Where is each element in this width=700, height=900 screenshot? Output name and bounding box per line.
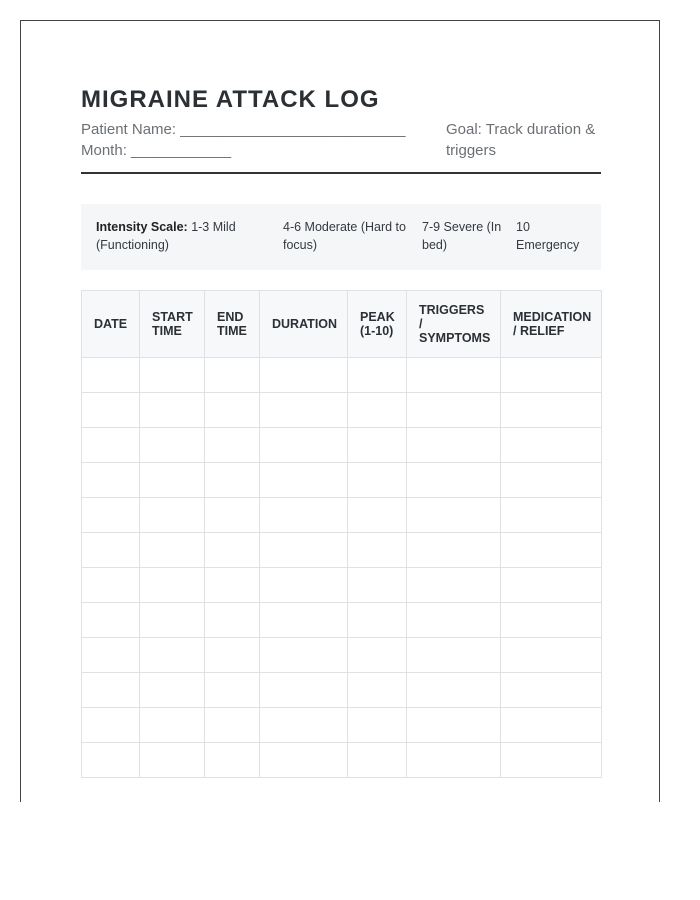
- scale-mild-text: 1-3 Mild (Functioning): [96, 220, 236, 252]
- table-row: [82, 358, 602, 393]
- table-cell[interactable]: [205, 463, 260, 498]
- table-row: [82, 428, 602, 463]
- scale-mild: [96, 218, 271, 254]
- scale-emergency: 10 Emergency: [516, 220, 580, 252]
- table-row: [82, 393, 602, 428]
- header-triggers-symptoms: TRIGGERS / SYMPTOMS: [407, 291, 501, 358]
- table-cell[interactable]: [82, 673, 140, 708]
- table-cell[interactable]: [205, 673, 260, 708]
- table-row: [82, 463, 602, 498]
- table-cell[interactable]: [140, 533, 205, 568]
- table-cell[interactable]: [82, 428, 140, 463]
- table-cell[interactable]: [407, 603, 501, 638]
- table-body: [82, 358, 602, 778]
- table-cell[interactable]: [82, 393, 140, 428]
- table-cell[interactable]: [407, 498, 501, 533]
- table-cell[interactable]: [348, 358, 407, 393]
- table-cell[interactable]: [205, 568, 260, 603]
- attack-log-table: [81, 290, 602, 778]
- table-cell[interactable]: [140, 498, 205, 533]
- table-cell[interactable]: [348, 708, 407, 743]
- table-cell[interactable]: [348, 498, 407, 533]
- table-cell[interactable]: [140, 568, 205, 603]
- header-date: DATE: [82, 291, 140, 358]
- log-sheet: [20, 20, 660, 802]
- table-cell[interactable]: [140, 463, 205, 498]
- table-cell[interactable]: [82, 358, 140, 393]
- table-cell[interactable]: [407, 393, 501, 428]
- table-row: [82, 568, 602, 603]
- header-duration: DURATION: [260, 291, 348, 358]
- table-cell[interactable]: [140, 428, 205, 463]
- table-row: [82, 533, 602, 568]
- table-cell[interactable]: [260, 708, 348, 743]
- table-cell[interactable]: [348, 673, 407, 708]
- table-cell[interactable]: [140, 393, 205, 428]
- table-cell[interactable]: [407, 428, 501, 463]
- table-cell[interactable]: [501, 638, 602, 673]
- table-cell[interactable]: [82, 743, 140, 778]
- table-cell[interactable]: [348, 743, 407, 778]
- table-cell[interactable]: [501, 498, 602, 533]
- table-cell[interactable]: [407, 568, 501, 603]
- table-header-row: [82, 291, 602, 358]
- table-cell[interactable]: [407, 358, 501, 393]
- table-cell[interactable]: [260, 638, 348, 673]
- table-cell[interactable]: [205, 708, 260, 743]
- table-row: [82, 708, 602, 743]
- table-cell[interactable]: [501, 603, 602, 638]
- intensity-scale-box: [81, 204, 601, 270]
- table-cell[interactable]: [407, 638, 501, 673]
- table-cell[interactable]: [82, 708, 140, 743]
- table-cell[interactable]: [348, 603, 407, 638]
- table-cell[interactable]: [82, 638, 140, 673]
- scale-moderate: 4-6 Moderate (Hard to focus): [283, 220, 406, 252]
- table-cell[interactable]: [348, 393, 407, 428]
- table-row: [82, 603, 602, 638]
- table-cell[interactable]: [82, 533, 140, 568]
- table-row: [82, 638, 602, 673]
- table-cell[interactable]: [348, 638, 407, 673]
- table-cell[interactable]: [205, 533, 260, 568]
- header-end-time: END TIME: [205, 291, 260, 358]
- table-cell[interactable]: [348, 463, 407, 498]
- table-cell[interactable]: [260, 568, 348, 603]
- table-cell[interactable]: [348, 533, 407, 568]
- table-cell[interactable]: [501, 428, 602, 463]
- header-divider: [81, 172, 601, 174]
- table-cell[interactable]: [205, 393, 260, 428]
- table-cell[interactable]: [140, 358, 205, 393]
- table-cell[interactable]: [348, 568, 407, 603]
- table-cell[interactable]: [501, 708, 602, 743]
- table-cell[interactable]: [407, 708, 501, 743]
- header-peak: PEAK (1-10): [348, 291, 407, 358]
- table-cell[interactable]: [407, 743, 501, 778]
- table-cell[interactable]: [140, 708, 205, 743]
- table-cell[interactable]: [140, 603, 205, 638]
- table-cell[interactable]: [501, 533, 602, 568]
- patient-name-month-line: Patient Name: ___________________________ Month: ____________: [81, 121, 406, 159]
- header-meta: [81, 119, 601, 159]
- table-cell[interactable]: [348, 428, 407, 463]
- table-cell[interactable]: [501, 393, 602, 428]
- table-cell[interactable]: [82, 603, 140, 638]
- table-cell[interactable]: [260, 603, 348, 638]
- page-title: MIGRAINE ATTACK LOG: [81, 86, 380, 113]
- table-cell[interactable]: [501, 743, 602, 778]
- table-cell[interactable]: [501, 463, 602, 498]
- header-medication-relief: MEDICATION / RELIEF: [501, 291, 602, 358]
- table-cell[interactable]: [407, 673, 501, 708]
- table-cell[interactable]: [140, 743, 205, 778]
- table-cell[interactable]: [140, 673, 205, 708]
- table-cell[interactable]: [260, 673, 348, 708]
- table-cell[interactable]: [205, 638, 260, 673]
- table-cell[interactable]: [140, 638, 205, 673]
- table-cell[interactable]: [205, 428, 260, 463]
- table-cell[interactable]: [82, 498, 140, 533]
- log-content: [81, 85, 601, 778]
- table-row: [82, 673, 602, 708]
- table-cell[interactable]: [82, 568, 140, 603]
- table-cell[interactable]: [501, 673, 602, 708]
- table-cell[interactable]: [501, 568, 602, 603]
- goal-text: Goal: Track duration & triggers: [446, 121, 596, 159]
- table-cell[interactable]: [407, 533, 501, 568]
- table-cell[interactable]: [260, 358, 348, 393]
- table-cell[interactable]: [260, 463, 348, 498]
- scale-severe: 7-9 Severe (In bed): [422, 220, 502, 252]
- table-cell[interactable]: [260, 533, 348, 568]
- table-cell[interactable]: [260, 498, 348, 533]
- scale-label: Intensity Scale:: [96, 220, 188, 234]
- table-row: [82, 743, 602, 778]
- table-cell[interactable]: [82, 463, 140, 498]
- table-cell[interactable]: [407, 463, 501, 498]
- table-cell[interactable]: [501, 358, 602, 393]
- table-cell[interactable]: [205, 498, 260, 533]
- table-cell[interactable]: [205, 743, 260, 778]
- table-cell[interactable]: [205, 358, 260, 393]
- table-cell[interactable]: [260, 743, 348, 778]
- table-cell[interactable]: [260, 428, 348, 463]
- table-cell[interactable]: [260, 393, 348, 428]
- table-row: [82, 498, 602, 533]
- header-start-time: START TIME: [140, 291, 205, 358]
- table-cell[interactable]: [205, 603, 260, 638]
